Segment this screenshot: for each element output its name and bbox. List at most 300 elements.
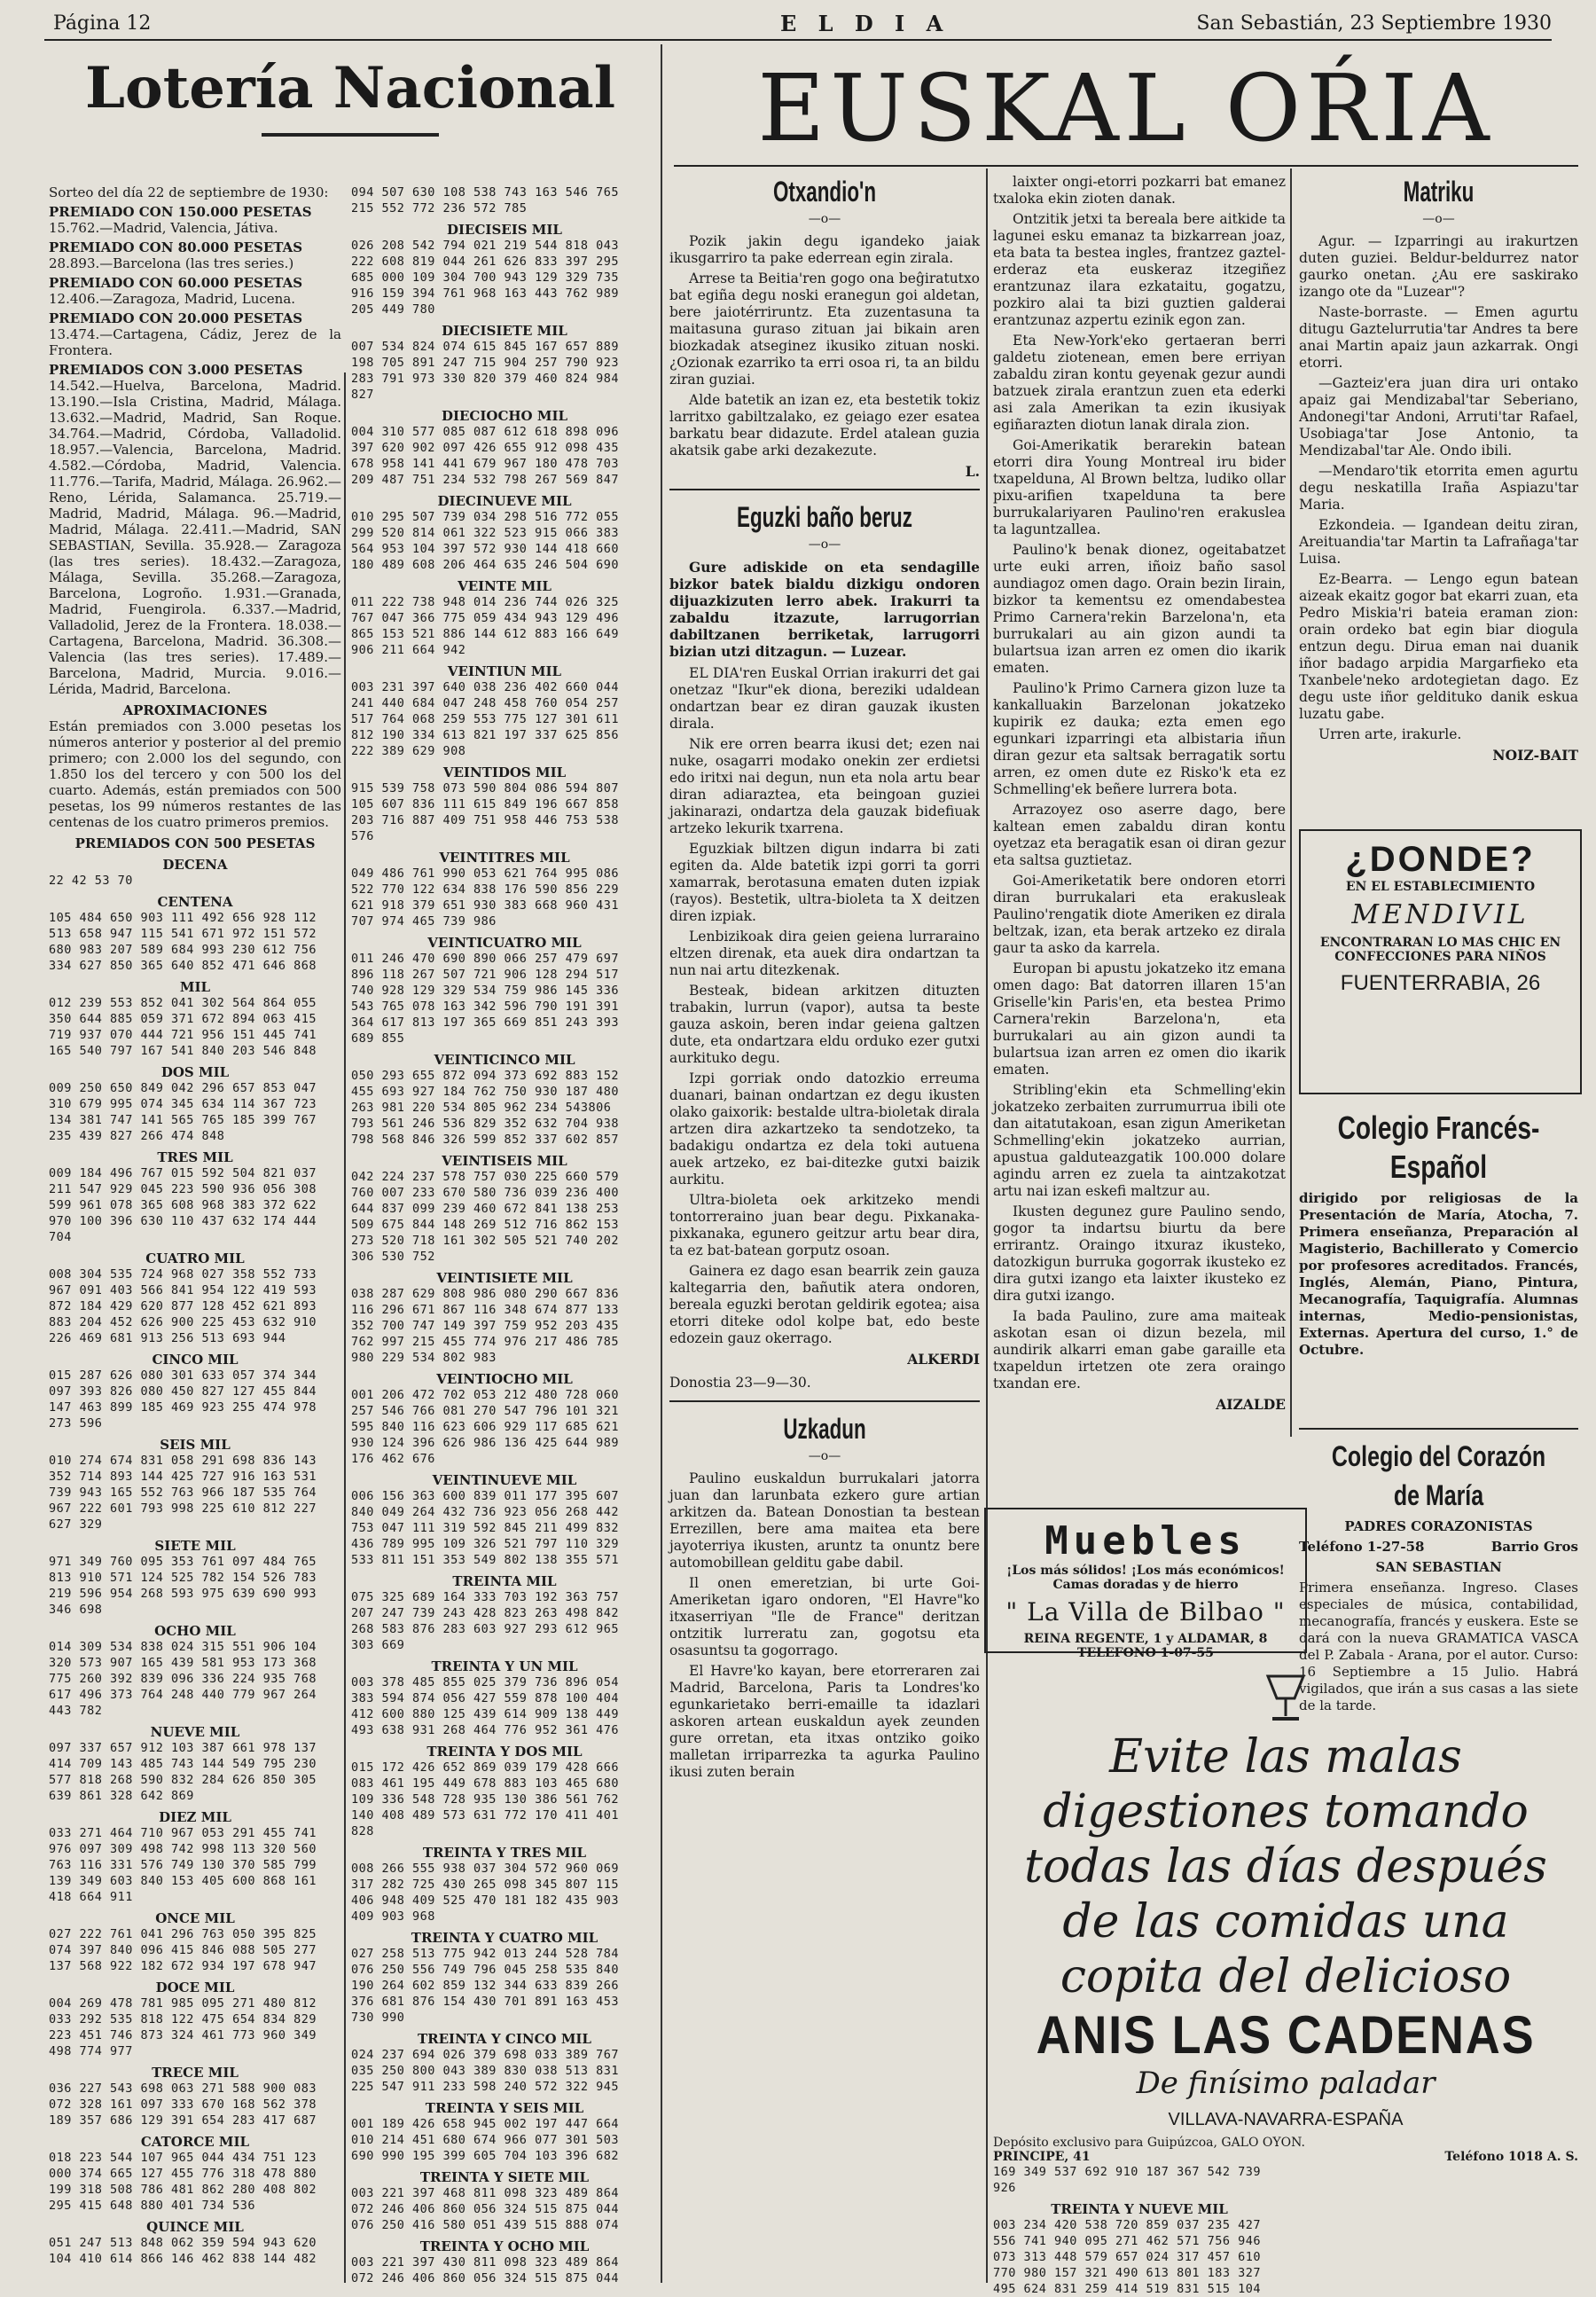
- number-row: 219 596 954 268 593 975 639 690 993: [49, 1587, 317, 1601]
- number-section-heading: TREINTA MIL: [452, 1573, 557, 1589]
- paragraph: Naste-borraste. — Emen agurtu ditugu Gaztelurrutia'tar Andres ta bere anai Martin apaiz jaun azkarrak. Ongi etorri.: [1299, 304, 1578, 371]
- number-row: 241 440 684 047 248 458 760 054 257: [351, 696, 619, 710]
- number-section-heading: OCHO MIL: [154, 1623, 236, 1639]
- colegio-cm-contact: [1299, 1539, 1578, 1556]
- number-row: 226 469 681 913 256 513 693 944: [49, 1331, 286, 1345]
- donde-name: MENDIVIL: [1351, 899, 1530, 930]
- muebles-store-name: " La Villa de Bilbao ": [1005, 1597, 1286, 1627]
- number-row: 310 679 995 074 345 634 114 367 723: [49, 1097, 317, 1111]
- number-row: 509 675 844 148 269 512 716 862 153: [351, 1218, 619, 1232]
- paragraph: Ultra-bioleta oek arkitzeko mendi tontorreraino juan bear degu. Pixkanaka-pixkanaka, egunero geitzur artu bear dira, ta ez bat-batean gorputz osoan.: [669, 1192, 980, 1258]
- number-row: 409 903 968: [351, 1909, 435, 1924]
- prize-text: 15.762.—Madrid, Valencia, Játiva.: [49, 220, 278, 236]
- number-row: 033 292 535 818 122 475 654 834 829: [49, 2012, 317, 2027]
- number-row: 730 990: [351, 2011, 405, 2025]
- number-row: 455 693 927 184 762 750 930 187 480: [351, 1085, 619, 1099]
- number-row: 014 309 534 838 024 315 551 906 104: [49, 1640, 317, 1654]
- number-section-heading: TREINTA Y TRES MIL: [422, 1845, 587, 1861]
- paragraph: El Havre'ko kayan, bere etorreraren zai Madrid, Barcelona, Paris ta Londres'ko egunkarietako berri-emaille ta idazlari askoren artean euskaldun ayek zeunden gure orretan, eta itxas ontziko goiko malletan irriparrezka ta agurka Paulino ikusi zuten berain: [669, 1663, 980, 1780]
- premiados-500-heading: PREMIADOS CON 500 PESETAS: [74, 835, 316, 851]
- number-row: 793 561 246 536 829 352 632 704 938: [351, 1117, 619, 1131]
- number-row: 627 329: [49, 1517, 103, 1532]
- prize-text: 14.542.—Huelva, Barcelona, Madrid. 13.190.—Isla Cristina, Madrid, Málaga. 13.632.—Madrid, Madrid, San Roque. 34.764.—Madrid, Córdoba, Valladolid. 18.957.—Valencia, Barcelona, Madrid. 4.582.—Córdoba, Madrid, Valencia. 11.776.—Tarifa, Madrid, Málaga. 26.962.—Reno, Lérida, Salamanca. 25.719.—Madrid, Madrid, Málaga. 96.—Madrid, Madrid, Málaga. 22.411.—Madrid, SAN SEBASTIAN, Sevilla. 35.928.— Zaragoza (las tres series). 18.432.—Zaragoza, Málaga, Sevilla. 35.268.—Zaragoza, Barcelona, Logroño. 1.931.—Granada, Madrid, Fuengirola. 6.337.—Madrid, Valladolid, Jerez de la Frontera. 18.038.—Cartagena, Barcelona, Madrid. 36.308.—Valencia (las tres series). 17.489.—Barcelona, Madrid, Murcia. 9.016.—Lérida, Madrid, Barcelona.: [49, 378, 341, 697]
- number-row: 015 172 426 652 869 039 179 428 666: [351, 1760, 619, 1775]
- number-row: 027 222 761 041 296 763 050 395 825: [49, 1927, 317, 1941]
- number-row: 576: [351, 829, 374, 843]
- otxandio-signature: L.: [965, 463, 980, 480]
- newspaper-name: E L D I A: [780, 11, 951, 36]
- number-row: 967 222 601 793 998 225 610 812 227: [49, 1501, 317, 1516]
- number-row: 050 293 655 872 094 373 692 883 152: [351, 1069, 619, 1083]
- anis-place: VILLAVA-NAVARRA-ESPAÑA: [1168, 2110, 1404, 2129]
- number-section-heading: MIL: [179, 979, 211, 995]
- number-row: 760 007 233 670 580 736 039 236 400: [351, 1186, 619, 1200]
- number-row: 190 264 602 859 132 344 633 839 266: [351, 1979, 619, 1993]
- paragraph: Arrazoyez oso aserre dago, bere kaltean emen zabaldu diran kontu oyetzaz eta beragatik esan oi diran gezur eta saltsa guztietaz.: [993, 802, 1286, 868]
- number-row: 595 840 116 623 606 929 117 685 621: [351, 1420, 619, 1434]
- number-row: 018 223 544 107 965 044 434 751 123: [49, 2151, 317, 2165]
- number-row: 299 520 814 061 322 523 915 066 383: [351, 526, 619, 540]
- number-row: 295 415 648 880 401 734 536: [49, 2199, 255, 2213]
- anis-address: PRINCIPE, 41: [993, 2150, 1091, 2164]
- number-row: 009 250 650 849 042 296 657 853 047: [49, 1081, 317, 1095]
- number-row: 680 983 207 589 684 993 230 612 756: [49, 943, 317, 957]
- number-row: 140 408 489 573 631 772 170 411 401: [351, 1808, 619, 1823]
- number-row: 009 184 496 767 015 592 504 821 037: [49, 1166, 317, 1180]
- number-section-heading: DIECINUEVE MIL: [437, 493, 572, 509]
- number-section-heading: VEINTINUEVE MIL: [432, 1472, 577, 1488]
- number-row: 971 349 760 095 353 761 097 484 765: [49, 1555, 317, 1569]
- paragraph: Il onen emeretzian, bi urte Goi-Ameriketan igaro ondoren, "El Havre"ko itxaserriyan "Ile de France" deritzan ontzitik lurreratu zan, gogotsu eta osasuntsu ta gogorrago.: [669, 1575, 980, 1658]
- number-row: 798 568 846 326 599 852 337 602 857: [351, 1133, 619, 1147]
- paragraph: Stribling'ekin eta Schmelling'ekin jokatzeko zerbaiten zurrumurrua ibili ote dan aitatutakoan, esan zigun Ameriketan Schmelling'ekin jokatzeko aurrian, apustua galduteazgatik 100.000 dolare agindu arren ez zuela ta aintzakotzat artu nai izan eskefi maltzur au.: [993, 1082, 1286, 1199]
- colegio-cm-barrio: Barrio Gros: [1490, 1539, 1578, 1555]
- number-row: 003 221 397 430 811 098 323 489 864: [351, 2255, 619, 2270]
- mendivil-ad: [1299, 829, 1582, 1094]
- number-row: 104 410 614 866 146 462 838 144 482: [49, 2252, 317, 2266]
- number-row: 001 206 472 702 053 212 480 728 060: [351, 1388, 619, 1402]
- paragraph: —Mendaro'tik etorrita emen agurtu degu neskatilla Iraña Aspiazu'tar Maria.: [1299, 463, 1578, 513]
- number-section-heading: CATORCE MIL: [140, 2134, 250, 2150]
- number-section-heading: TREINTA Y NUEVE MIL: [1051, 2201, 1228, 2217]
- muebles-line2: Camas doradas y de hierro: [1052, 1578, 1239, 1592]
- paragraph: Europan bi apustu jokatzeko itz emana omen dago: Bat datorren illaren 15'an Griselle'kin Paris'en, eta bestea Primo Carnera'rekin Barzelona'n, eta burrukalari au ain gizon aundi ta bulartsua izan arren ez omen dio ikarik ematen.: [993, 960, 1286, 1078]
- number-row: 317 282 725 430 265 098 345 807 115: [351, 1878, 619, 1892]
- loteria-title: Lotería Nacional: [85, 55, 615, 122]
- number-row: 165 540 797 167 541 840 203 546 848: [49, 1044, 317, 1058]
- number-section-heading: TREINTA Y UN MIL: [431, 1658, 578, 1674]
- number-row: 008 266 555 938 037 304 572 960 069: [351, 1862, 619, 1876]
- number-row: 980 229 534 802 983: [351, 1351, 497, 1365]
- number-row: 556 741 940 095 271 462 571 756 946: [993, 2234, 1261, 2248]
- divider: [669, 1400, 980, 1402]
- divider: [669, 489, 980, 490]
- number-row: 513 658 947 115 541 671 972 151 572: [49, 927, 317, 941]
- muebles-line1: ¡Los más sólidos! ¡Los más económicos!: [1006, 1564, 1285, 1578]
- number-row: 008 304 535 724 968 027 358 552 733: [49, 1267, 317, 1282]
- number-row: 763 116 331 576 749 130 370 585 799: [49, 1858, 317, 1872]
- number-row: 268 583 876 283 603 927 293 612 965: [351, 1622, 619, 1636]
- number-row: 915 539 758 073 590 804 086 594 807: [351, 781, 619, 796]
- muebles-title: Muebles: [1044, 1518, 1247, 1564]
- number-row: 007 534 824 074 615 845 167 657 889: [351, 340, 619, 354]
- number-row: 097 337 657 912 103 387 661 978 137: [49, 1741, 317, 1755]
- number-section-heading: CUATRO MIL: [145, 1250, 245, 1266]
- loteria-intro: Sorteo del día 22 de septiembre de 1930:: [49, 184, 329, 200]
- number-row: 010 214 451 680 674 966 077 301 503: [351, 2133, 619, 2147]
- paragraph: Ia bada Paulino, zure ama maiteak askotan esan oi dizun bezela, mil aundirik alkarri eman gabe garaille eta txapeldun irtetzen ote zera oraingo txandan ere.: [993, 1308, 1286, 1392]
- number-row: 865 153 521 886 144 612 883 166 649: [351, 627, 619, 641]
- number-section-heading: TREINTA Y OCHO MIL: [419, 2238, 590, 2254]
- otxandio-body: [669, 233, 980, 459]
- page-number: Página 12: [53, 12, 152, 35]
- number-row: 189 357 686 129 391 654 283 417 687: [49, 2113, 317, 2128]
- number-section-heading: CENTENA: [157, 894, 233, 910]
- number-row: 038 287 629 808 986 080 290 667 836: [351, 1287, 619, 1301]
- prize-heading: PREMIADO CON 150.000 PESETAS: [49, 204, 312, 220]
- number-row: 003 378 485 855 025 379 736 896 054: [351, 1675, 619, 1689]
- number-row: 704: [49, 1230, 72, 1244]
- number-row: 015 287 626 080 301 633 057 374 344: [49, 1368, 317, 1383]
- number-row: 334 627 850 365 640 852 471 646 868: [49, 959, 317, 973]
- paragraph: Ikusten degunez gure Paulino sendo, gogor ta indartsu biurtu da bere errirantz. Oraingo itxuraz ikusteko, datozkigun burruka gogorrak ikusteko ez dira gutxi izango eta laixter ikusteko ez dira gutxi izango.: [993, 1203, 1286, 1304]
- anis-brand: ANIS LAS CADENAS: [1036, 2005, 1536, 2065]
- number-row: 493 638 931 268 464 776 952 361 476: [351, 1723, 619, 1737]
- number-row: 930 124 396 626 986 136 425 644 989: [351, 1436, 619, 1450]
- number-row: 690 990 195 399 605 704 103 396 682: [351, 2149, 619, 2163]
- number-row: 073 313 448 579 657 024 317 457 610: [993, 2250, 1261, 2264]
- paragraph: EL DIA'ren Euskal Orrian irakurri det gai onetzaz "Ikur"ek diona, bereziki udaldean ondartzan bear ez diran gauzak ikusten dirala.: [669, 665, 980, 732]
- number-row: 222 389 629 908: [351, 744, 466, 758]
- number-row: 644 837 099 239 460 672 841 138 253: [351, 1202, 619, 1216]
- separator: —o—: [808, 537, 841, 552]
- euskal-oria-text: EUSKAL OŔIA: [757, 54, 1495, 162]
- number-section-heading: DIECISIETE MIL: [442, 323, 567, 339]
- muebles-ad: [984, 1508, 1307, 1660]
- paragraph: Alde batetik an izan ez, eta bestetik tokiz larritxo gabiltzalako, ez geiago ezer esatea barkatu bear didazute. Erdel atalean guzia akatsik gabe arki dezakezute.: [669, 392, 980, 459]
- page-header: [44, 7, 1552, 41]
- paragraph: Gainera ez dago esan bearrik zein gauza kaltegarria den, bañutik atera ondoren, bereala eguzki berotan geldirik egotea; aisa etorri diteke odol kolpe bat, edo beste edozein gauz okerrago.: [669, 1263, 980, 1346]
- number-row: 443 782: [49, 1704, 103, 1718]
- separator: —o—: [808, 212, 841, 226]
- number-row: 719 937 070 444 721 956 151 445 741: [49, 1028, 317, 1042]
- paragraph: Besteak, bidean arkitzen dituzten trabakin, lurrun (vapor), autsa ta beste gauza askoin, beren indar geiena galtzen dute, eta ondartzara eldu orduko ezer gutxi aurkituko degu.: [669, 983, 980, 1066]
- number-row: 828: [351, 1824, 374, 1838]
- prize-list: [49, 204, 341, 697]
- number-section-heading: QUINCE MIL: [146, 2219, 244, 2235]
- number-row: 001 189 426 658 945 002 197 447 664: [351, 2117, 619, 2131]
- number-row: 036 227 543 698 063 271 588 900 083: [49, 2081, 317, 2096]
- number-row: 320 573 907 165 439 581 953 173 368: [49, 1656, 317, 1670]
- number-row: 083 461 195 449 678 883 103 465 680: [351, 1776, 619, 1791]
- number-row: 383 594 874 056 427 559 878 100 404: [351, 1691, 619, 1705]
- number-row: 176 462 676: [351, 1452, 435, 1466]
- number-row: 533 811 151 353 549 802 138 355 571: [351, 1553, 619, 1567]
- euskal-oria-title: [674, 55, 1578, 161]
- number-row: 767 047 366 775 059 434 943 129 496: [351, 611, 619, 625]
- number-row: 105 607 836 111 615 849 196 667 858: [351, 797, 619, 811]
- paragraph: Ez-Bearra. — Lengo egun batean aizeak ekaitz gogor bat ekarri zuan, eta Pedro Miskia'ri bateia eraman zion: orain ordeko bat egin biar diogula entzun degu. Dirua eman nai duanik iñor badago arpidia Margarfieko eta Txanbele'neko ardotegietan dago. Ez degu uste iñor geldituko danik eskua luzatu gabe.: [1299, 571, 1578, 722]
- eguzki-title: Eguzki baño beruz: [737, 501, 912, 533]
- number-row: 225 547 911 233 598 240 572 322 945: [351, 2080, 619, 2094]
- number-row: 198 705 891 247 715 904 257 790 923: [351, 356, 619, 370]
- number-section-heading: DOS MIL: [160, 1064, 230, 1080]
- paragraph: laixter ongi-etorri pozkarri bat emanez txaloka ekin zioten danak.: [993, 174, 1286, 207]
- number-section-heading: TREINTA Y SEIS MIL: [425, 2100, 584, 2116]
- number-row: 412 600 880 125 439 614 909 138 449: [351, 1707, 619, 1721]
- number-row: 051 247 513 848 062 359 594 943 620: [49, 2236, 317, 2250]
- number-row: 257 546 766 081 270 547 796 101 321: [351, 1404, 619, 1418]
- eguzki-body: [669, 665, 980, 1347]
- number-row: 222 608 819 044 261 626 833 397 295: [351, 255, 619, 269]
- separator: —o—: [808, 1449, 841, 1463]
- prize-heading: PREMIADO CON 80.000 PESETAS: [49, 239, 303, 255]
- separator: —o—: [1422, 212, 1455, 226]
- number-row: 926: [993, 2181, 1016, 2195]
- number-row: 273 596: [49, 1416, 103, 1431]
- matriku-title: Matriku: [1403, 176, 1475, 208]
- number-row: 770 980 157 321 490 613 801 183 327: [993, 2266, 1261, 2280]
- number-row: 762 997 215 455 774 976 217 486 785: [351, 1335, 619, 1349]
- number-section-heading: TREINTA Y SIETE MIL: [419, 2169, 590, 2185]
- number-row: 109 336 548 728 935 130 386 561 762: [351, 1792, 619, 1807]
- number-row: 436 789 995 109 326 521 797 110 329: [351, 1537, 619, 1551]
- prize-heading: PREMIADOS CON 3.000 PESETAS: [49, 362, 303, 378]
- number-row: 169 349 537 692 910 187 367 542 739: [993, 2165, 1261, 2179]
- donde-line1: EN EL ESTABLECIMIENTO: [1345, 880, 1536, 894]
- number-row: 205 449 780: [351, 302, 435, 317]
- number-section-heading: VEINTIDOS MIL: [442, 764, 567, 780]
- number-sections-left: [49, 894, 341, 2267]
- paragraph: Goi-Ameriketatik bere ondoren etorri diran burrukalari eta erakusleak Paulino'rengatik diote Ameriken ez dirala beltzak, izan, eta berak artzeko ez dirala gaur ta asko da karrela.: [993, 873, 1286, 956]
- colegio-fe-text: dirigido por religiosas de la Presentación de María, Atocha, 7. Primera enseñanza, Preparación al Magisterio, Bachillerato y Comercio por profesores acreditados. Francés, Inglés, Alemán, Piano, Pintura, Mecanografía, Taquigrafía. Alumnas internas, Medio-pensionistas, Externas. Apertura del curso, 1.° de Octubre.: [1299, 1190, 1578, 1358]
- number-row: 097 393 826 080 450 827 127 455 844: [49, 1384, 317, 1399]
- paragraph: Nik ere orren bearra ikusi det; ezen nai nuke, osagarri modako onekin zer erdietsi edo iritxi nai degun, nun eta nola artu bear diran adiaraztea, eta beingoan guziei jakinarazi, ondartza dela gauzak bidefiuak artzeko lekurik txarrena.: [669, 736, 980, 836]
- uzkadun-continued: [993, 174, 1286, 1392]
- number-row: 004 310 577 085 087 612 618 898 096: [351, 425, 619, 439]
- eguzki-lead: Gure adiskide on eta sendagille bizkor batek bialdu dizkigu ondoren dijuazkizuten lerro abek. Irakurri ta zabaldu itzazute, larrugorrian dabiltzanen berriketak, larrugorri bizian utzi ditzagun. — Luzear.: [669, 559, 980, 660]
- donde-address: FUENTERRABIA, 26: [1340, 971, 1541, 995]
- number-row: 209 487 751 234 532 798 267 569 847: [351, 473, 619, 487]
- number-row: 577 818 268 590 832 284 626 850 305: [49, 1773, 317, 1787]
- number-section-heading: TREINTA Y CUATRO MIL: [411, 1930, 598, 1946]
- number-row: 105 484 650 903 111 492 656 928 112: [49, 911, 317, 925]
- title-rule: [674, 165, 1578, 167]
- number-row: 967 091 403 566 841 954 122 419 593: [49, 1283, 317, 1297]
- colegio-cm-title: Colegio del Corazón de María: [1331, 1440, 1546, 1511]
- number-row: 273 520 718 161 302 505 521 740 202: [351, 1234, 619, 1248]
- number-row: 564 953 104 397 572 930 144 418 660: [351, 542, 619, 556]
- colegio-cm-city: SAN SEBASTIAN: [1375, 1559, 1502, 1575]
- number-section-heading: VEINTISIETE MIL: [436, 1270, 573, 1286]
- number-row: 397 620 902 097 426 655 912 098 435: [351, 441, 619, 455]
- number-section-heading: SIETE MIL: [154, 1538, 236, 1554]
- aproximaciones-text: Están premiados con 3.000 pesetas los números anterior y posterior al del premio primero; con 2.000 los del segundo, con 1.850 los del tercero y con 500 los del cuarto. Además, están premiados con 500 pesetas, los 99 números restantes de las centenas de los cuatro primeros premios.: [49, 718, 341, 830]
- number-row: 072 328 161 097 333 670 168 562 378: [49, 2097, 317, 2112]
- number-row: 003 234 420 538 720 859 037 235 427: [993, 2218, 1261, 2232]
- column-divider: [344, 372, 346, 2283]
- number-row: 364 617 813 197 365 669 851 243 393: [351, 1015, 619, 1030]
- number-section-heading: TRECE MIL: [152, 2065, 239, 2081]
- column-divider: [1290, 169, 1292, 1437]
- column-divider: [986, 169, 988, 2283]
- title-ornament: [262, 133, 439, 137]
- paragraph: Eguzkiak biltzen digun indarra bi zati egiten da. Alde batetik izpi gorri ta gorri xamarrak, berotasuna ematen duten izpiak (rayos). Bestetik, ultra-bioleta ta X deitzen diren izpiak.: [669, 841, 980, 924]
- number-section-heading: SEIS MIL: [160, 1437, 231, 1453]
- number-row: 049 486 761 990 053 621 764 995 086: [351, 866, 619, 881]
- number-row: 739 943 165 552 763 966 187 535 764: [49, 1486, 317, 1500]
- matriku-signature: NOIZ-BAIT: [1492, 747, 1578, 764]
- matriku-body: [1299, 233, 1578, 743]
- uzkadun-body: [669, 1470, 980, 1781]
- number-row: 346 698: [49, 1603, 103, 1617]
- anis-slogan: Evite las malas digestiones tomando todas las días después de las comidas una copita del delicioso: [1024, 1730, 1547, 2003]
- number-section-heading: CINCO MIL: [152, 1352, 239, 1368]
- anis-address-row: [993, 2150, 1578, 2164]
- euskal-column-1: [669, 174, 980, 2276]
- number-row: 134 381 747 141 565 765 185 399 767: [49, 1113, 317, 1127]
- number-row: 027 258 513 775 942 013 244 528 784: [351, 1947, 619, 1961]
- eguzki-dateline: Donostia 23—9—30.: [669, 1375, 811, 1391]
- paragraph: Paulino'k Primo Carnera gizon luze ta kankalluakin Barzelonan jokatzeko kupirik ez dauka; ezta emen ego egunkari izparringi eta albistaria iñun diran gezur eta saltsak berragatik sortu arren, ez omen dute ez Risko'k eta ez Schmelling'ek beñere lurrera bota.: [993, 680, 1286, 797]
- uzkadun-title: Uzkadun: [783, 1413, 866, 1445]
- number-row: 707 974 465 739 986: [351, 914, 497, 929]
- decena-heading: DECENA: [162, 857, 228, 873]
- number-row: 283 791 973 330 820 379 460 824 984: [351, 372, 619, 386]
- number-row: 000 374 665 127 455 776 318 478 880: [49, 2167, 317, 2181]
- number-row: 147 463 899 185 469 923 255 474 978: [49, 1400, 317, 1415]
- eguzki-signature: ALKERDI: [907, 1351, 980, 1368]
- loteria-numbers-column: [351, 184, 658, 2285]
- prize-heading: PREMIADO CON 20.000 PESETAS: [49, 310, 303, 326]
- number-row: 035 250 800 043 389 830 038 513 831: [351, 2064, 619, 2078]
- number-row: 350 644 885 059 371 672 894 063 415: [49, 1012, 317, 1026]
- number-row: 076 250 556 749 796 045 258 535 840: [351, 1963, 619, 1977]
- number-row: 010 295 507 739 034 298 516 772 055: [351, 510, 619, 524]
- number-section-heading: NUEVE MIL: [150, 1724, 240, 1740]
- number-row: 639 861 328 642 869: [49, 1789, 194, 1803]
- otxandio-title: Otxandio'n: [772, 176, 877, 208]
- paragraph: Urren arte, irakurle.: [1318, 726, 1462, 742]
- muebles-phone: TELEFONO 1-07-55: [1077, 1646, 1214, 1660]
- number-sections-right: [351, 184, 658, 2286]
- number-row: 352 700 747 149 397 759 952 203 435: [351, 1319, 619, 1333]
- colegio-cm-tel: Teléfono 1-27-58: [1299, 1539, 1425, 1555]
- number-row: 813 910 571 124 525 782 154 526 783: [49, 1571, 317, 1585]
- number-row: 621 918 379 651 930 383 668 960 431: [351, 898, 619, 913]
- colegio-cm-text: Primera enseñanza. Ingreso. Clases especiales de música, contabilidad, mecanografía, francés y euskera. Este se dará con la nueva GRAMATICA VASCA del P. Zabala - Arana, por el autor. Curso: 16 Septiembre a 15 Julio. Habrá vigilados, que irán a sus casas a las siete de la tarde.: [1299, 1580, 1578, 1713]
- donde-line2: ENCONTRARAN LO MAS CHIC EN CONFECCIONES PARA NIÑOS: [1319, 936, 1561, 964]
- donde-question: ¿DONDE?: [1345, 840, 1536, 879]
- number-row: 235 439 827 266 474 848: [49, 1129, 225, 1143]
- anis-phone: Teléfono 1018 A. S.: [1444, 2150, 1578, 2164]
- paragraph: Agur. — Izparringi au irakurtzen duten guziei. Beldur-beldurrez nator gaurko onetan. ¿Au ere saskirako izango ote da "Luzear"?: [1299, 233, 1578, 300]
- paragraph: Ontzitik jetxi ta bereala bere aitkide ta lagunei esku emanaz ta bizkarrean joaz, eta bata ta bestea ingles, frantzez gaztel-erderaz eta euskeraz itzegiñez erantzunaz ilara ezkataitu, gogatzu, pozkiro alai ta bizi guztien galderai erantzunaz azpertu ezinik egon zan.: [993, 211, 1286, 328]
- paragraph: Goi-Amerikatik berarekin batean etorri dira Young Montreal iru bider txapelduna, Al Brown beltza, ludiko ollar pixu-arifien txapelduna ta bere burrukalariyaren Paulino'ren erakuslea ta laguntzallea.: [993, 437, 1286, 537]
- paragraph: Izpi gorriak ondo datozkio erreuma duanari, bainan ondartzan ez degu ikusten olako gaixorik: bestalde ultra-bioletak dirala artzen dira azkartzeko ta sendotzeko, ta badakigu ondartza ez dela toki autuena auek artzeko, ez bai-ditezke gutxi baizik aurkitu.: [669, 1070, 980, 1188]
- number-row: 418 664 911: [49, 1890, 133, 1904]
- number-row: 976 097 309 498 742 998 113 320 560: [49, 1842, 317, 1856]
- number-row: 303 669: [351, 1638, 405, 1652]
- number-row: 010 274 674 831 058 291 698 836 143: [49, 1454, 317, 1468]
- number-section-heading: VEINTICUATRO MIL: [427, 935, 582, 951]
- number-row: 137 568 922 182 672 934 197 678 947: [49, 1959, 317, 1973]
- number-row: 011 222 738 948 014 236 744 026 325: [351, 595, 619, 609]
- number-row: 414 709 143 485 743 144 549 795 230: [49, 1757, 317, 1771]
- number-row: 376 681 876 154 430 701 891 163 453: [351, 1995, 619, 2009]
- decena-numbers: 22 42 53 70: [49, 874, 133, 888]
- number-section-heading: TREINTA Y CINCO MIL: [418, 2031, 591, 2047]
- number-row: 775 260 392 839 096 336 224 935 768: [49, 1672, 317, 1686]
- number-row: 024 237 694 026 379 698 033 389 767: [351, 2048, 619, 2062]
- number-row: 042 224 237 578 757 030 225 660 579: [351, 1170, 619, 1184]
- number-row: 678 958 141 441 679 967 180 478 703: [351, 457, 619, 471]
- number-row: 003 231 397 640 038 236 402 660 044: [351, 680, 619, 694]
- number-row: 072 246 406 860 056 324 515 875 044: [351, 2202, 619, 2216]
- number-row: 076 250 416 580 051 439 515 888 074: [351, 2218, 619, 2232]
- number-section-heading: TREINTA Y DOS MIL: [426, 1744, 583, 1760]
- treinta-y-nueve-column: [993, 2164, 1286, 2296]
- number-row: 740 928 129 329 534 759 986 145 336: [351, 984, 619, 998]
- euskal-column-2: [993, 174, 1286, 1433]
- column-divider: [661, 44, 662, 2283]
- number-row: 094 507 630 108 538 743 163 546 765: [351, 185, 619, 200]
- number-row: 599 961 078 365 608 968 383 372 622: [49, 1198, 317, 1212]
- number-row: 199 318 508 786 481 862 280 408 802: [49, 2183, 317, 2197]
- number-row: 906 211 664 942: [351, 643, 466, 657]
- loteria-header: [49, 53, 652, 158]
- number-row: 827: [351, 388, 374, 402]
- colegio-frances-ad: [1299, 1109, 1578, 1415]
- number-row: 263 981 220 534 805 962 234 543806: [351, 1101, 612, 1115]
- number-section-heading: VEINTIUN MIL: [447, 663, 562, 679]
- number-section-heading: ONCE MIL: [155, 1910, 235, 1926]
- paragraph: Eta New-York'eko gertaeran berri galdetu ziotenean, emen bere erriyan zabaldu ziran kontu geyenak gezur aundi batzuek zirala erantzun zuen eta ederki asi zala Amerikan ta ezin ikusiyak egiñarazten diotun lanak dirala zion.: [993, 333, 1286, 433]
- number-section-heading: VEINTITRES MIL: [439, 850, 570, 866]
- number-section-heading: VEINTISEIS MIL: [442, 1153, 567, 1169]
- paragraph: Paulino euskaldun burrukalari jatorra juan dan larunbata ezkero gure artian arkitzen da. Batean Donostian ta bestean Errezillen, bere ama maitea eta bere jayoterriya ikusten, aruntz ta onuntz bere automobillean gelditu gabe dabil.: [669, 1470, 980, 1571]
- paragraph: Paulino'k benak dionez, ogeitabatzet urte euki arren, iñoiz baño sasol aundiagoz omen dago. Orain bezin Iirain, bizkor ta kementsu ez omendabestea Primo Carnera'rekin Barzelona'n, eta burrukalari au ain gizon aundi ta bulartsua izan arren ez omen dio ikarik ematen.: [993, 542, 1286, 676]
- number-row: 753 047 111 319 592 845 211 499 832: [351, 1521, 619, 1535]
- number-row: 012 239 553 852 041 302 564 864 055: [49, 996, 317, 1010]
- number-row: 215 552 772 236 572 785: [351, 201, 528, 216]
- prize-text: 13.474.—Cartagena, Cádiz, Jerez de la Frontera.: [49, 326, 341, 358]
- number-row: 498 774 977: [49, 2044, 133, 2058]
- number-section-heading: DIECISEIS MIL: [447, 222, 562, 238]
- number-section-heading: VEINTE MIL: [458, 578, 552, 594]
- glass-icon: [1250, 1667, 1321, 1729]
- number-row: 074 397 840 096 415 846 088 505 277: [49, 1943, 317, 1957]
- loteria-results-column: [49, 184, 341, 2277]
- number-row: 517 764 068 259 553 775 127 301 611: [351, 712, 619, 726]
- colegio-corazon-ad: [1299, 1428, 1578, 1713]
- number-row: 352 714 893 144 425 727 916 163 531: [49, 1470, 317, 1484]
- number-row: 223 451 746 873 324 461 773 960 349: [49, 2028, 317, 2042]
- number-row: 840 049 264 432 736 923 056 268 442: [351, 1505, 619, 1519]
- number-row: 970 100 396 630 110 437 632 174 444: [49, 1214, 317, 1228]
- paragraph: Arrese ta Beitia'ren gogo ona beĝiratutxo bat egiña degu noski eranegun goi aldetan, bere jaiotérriruntz. Eta zuzentasuna ta maitasuna guraso zituan jai bikain aren biozkadak atseginez ikusiko zituan noski. ¿Ozionak ezarriko ta erri osoa ri, ta an bildu ziran guziai.: [669, 270, 980, 388]
- number-row: 872 184 429 620 877 128 452 621 893: [49, 1299, 317, 1313]
- number-row: 011 246 470 690 890 066 257 479 697: [351, 952, 619, 966]
- prize-text: 28.893.—Barcelona (las tres series.): [49, 255, 294, 271]
- number-row: 617 496 373 764 248 440 779 967 264: [49, 1688, 317, 1702]
- number-row: 207 247 739 243 428 823 263 498 842: [351, 1606, 619, 1620]
- number-row: 543 765 078 163 342 596 790 191 391: [351, 1000, 619, 1014]
- number-row: 139 349 603 840 153 405 600 868 161: [49, 1874, 317, 1888]
- colegio-fe-title: Colegio Francés-Español: [1337, 1109, 1540, 1185]
- number-row: 896 118 267 507 721 906 128 294 517: [351, 968, 619, 982]
- paragraph: Lenbizikoak dira geien geiena lurraraino eltzen direnak, eta auek dira ondartzan ta nun nai artu ditezkenak.: [669, 929, 980, 978]
